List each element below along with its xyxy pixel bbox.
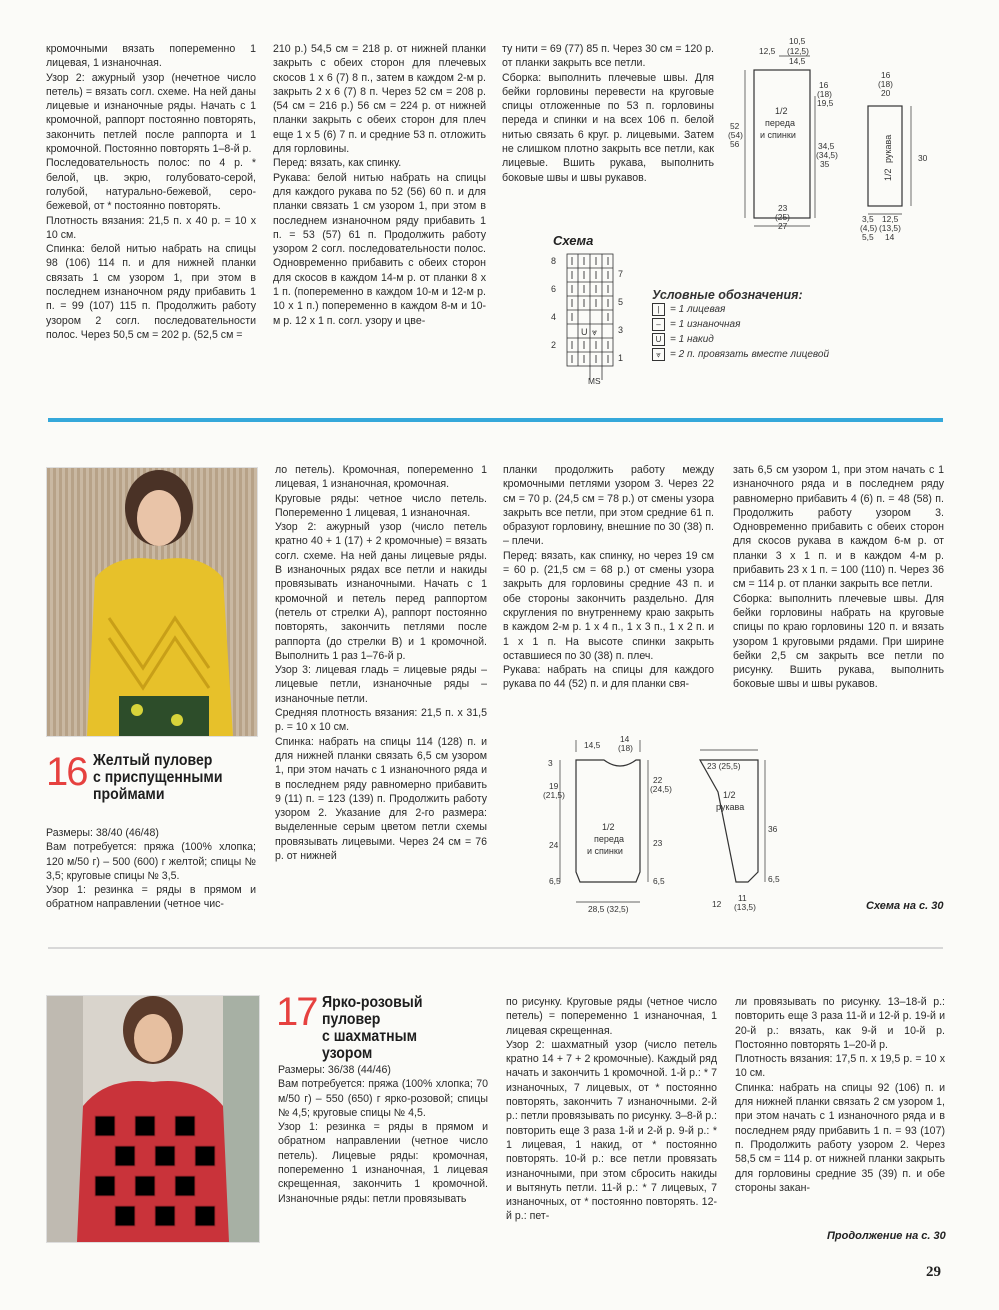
- legend-title: Условные обозначения:: [652, 288, 803, 302]
- s16-pattern-diagram: [540, 732, 790, 917]
- paragraph: Перед: вязать, как спинку.: [273, 157, 402, 170]
- paragraph: Плотность вязания: 17,5 п. х 19,5 р. = 10 х 10 см.: [735, 1053, 945, 1080]
- dim-label: (13,5): [879, 223, 901, 233]
- dim-label: 56: [730, 139, 740, 149]
- dim-label: 12,5: [882, 214, 899, 224]
- paragraph: Размеры: 36/38 (44/46): [278, 1064, 391, 1076]
- paragraph: Спинка: набрать на спицы 114 (128) п. и для нижней планки связать 6,5 см узором 1, при этом начать с 1 изнаночного ряда и в последнем ряду равномерно прибавить 9 (11) п. = 123 (139) п. Продолжить работу узором 2. Указание для 2-го размера: выделенные серым цветом петли схемы провязывать лицевыми. Через 24 см = 76 р. от нижней: [275, 735, 487, 863]
- dim-label: 23: [653, 838, 663, 848]
- paragraph: Узор 2: шахматный узор (число петель кратно 14 + 7 + 2 кромочные). Каждый ряд начать и закончить 1 кромочной. 1-й р.: * 7 изнаночных, 7 лицевых, от * постоянно повторять, закончить 7 изнаночными. 2-й р.: петли провязывать по рисунку. 3–8-й р.: повторить еще 3 раза 1-й и 2-й р. 9-й р.: * 1 лицевая, 1 накид, от * постоянно повторять. 10-й р.: все петли провязать изнаночными, при этом сбросить накиды и вытянуть петли. 11-й р.: * 7 лицевых, 7 изнаночных, от * постоянно повторять. 12-й р.: пет-: [506, 1038, 717, 1223]
- schema-ms-label: MS: [588, 376, 601, 386]
- sleeve-label: рукава: [716, 802, 745, 812]
- s17-col-3: [735, 995, 945, 1195]
- top-col-2: [273, 42, 486, 328]
- row-number: 2: [551, 340, 557, 350]
- paragraph: ту нити = 69 (77) 85 п. Через 30 см = 120 р. от планки закрыть все петли.: [502, 43, 714, 70]
- svg-text:U: U: [581, 327, 588, 337]
- dim-label: 36: [768, 824, 778, 834]
- legend: [652, 288, 862, 362]
- k2tog-symbol-icon: ⩔: [652, 348, 665, 361]
- dim-label: 20: [881, 88, 891, 98]
- schema-title: Схема: [553, 233, 594, 248]
- paragraph: Последовательность полос: по 4 р. * белой, цв. экрю, голубовато-серой, голубой, натурально-бежевой, серо-бежевой, от * постоянно повторять.: [46, 157, 256, 213]
- dim-label: (54): [728, 130, 743, 140]
- dim-label: (24,5): [650, 784, 672, 794]
- dim-label: 14: [885, 232, 895, 242]
- legend-text: = 1 изнаночная: [670, 319, 741, 330]
- top-col-1: [46, 42, 256, 342]
- paragraph: Узор 2: ажурный узор (нечетное число петель) = вязать согл. схеме. На ней даны лицевые и изнаночные ряды. Начать с 1 кромочной, раппорт постоянно повторять, закончить петлей после раппорта и 1 кромочной. Постоянно повторять 1–8-й р.: [46, 71, 256, 156]
- top-col-3: [502, 42, 714, 185]
- purl-symbol-icon: –: [652, 318, 665, 331]
- dim-label: 5,5: [862, 232, 874, 242]
- schema-reference: Схема на с. 30: [866, 900, 944, 912]
- paragraph: Вам потребуется: пряжа (100% хлопка; 70 м/50 г) – 550 (650) г ярко-розовой; спицы № 4,5; круговые спицы № 4,5.: [278, 1078, 488, 1119]
- row-number: 6: [551, 284, 557, 294]
- dim-label: 3,5: [862, 214, 874, 224]
- dim-label: 10,5: [789, 36, 806, 46]
- legend-text: = 2 п. провязать вместе лицевой: [670, 349, 830, 360]
- sleeve-label: 1/2: [723, 790, 736, 800]
- paragraph: Размеры: 38/40 (46/48): [46, 827, 159, 839]
- dim-label: (4,5): [860, 223, 878, 233]
- title-line: с приспущенными: [93, 769, 223, 786]
- paragraph: Сборка: выполнить плечевые швы. Для бейки горловины перевести на круговые спицы отложенные по 53 п. горловины переда и спинки и на всех 106 п. белой нитью связать 6 круг. р. лицевыми. Затем не слишком плотно закрыть все петли, как лицевые. Вшить рукава, выполнить боковые швы и швы рукавов.: [502, 71, 714, 184]
- body-label: и спинки: [760, 130, 796, 140]
- paragraph: Узор 3: лицевая гладь = лицевые ряды – лицевые петли, изнаночные ряды – изнаночные петли.: [275, 664, 487, 705]
- dim-label: 6,5: [653, 876, 665, 886]
- paragraph: планки продолжить работу между кромочными петлями узором 3. Через 22 см = 70 р. (24,5 см = 78 р.) от смены узора закрыть все петли, при этом средние 61 п. образуют горловину, внешние по 30 (38) п. – плечи.: [503, 464, 714, 548]
- pattern-title-16: [93, 752, 222, 803]
- title-line: Желтый пуловер: [93, 752, 213, 769]
- yellow-pullover-photo: [46, 467, 258, 737]
- paragraph: Рукава: белой нитью набрать на спицы для каждого рукава по 52 (56) 60 п. и для планки связать 1 см узором 1, при этом в последнем изнаночном ряду прибавить 1 п. = 53 (57) 61 п. Продолжить работу узором 2 согл. последовательности полос. Одновременно прибавить с обеих сторон для скосов в каждом 14-м р. от планки 8 х 1 п. (попеременно в каждом 10-м и 12-м р. 10 х 1 п.) попеременно в каждом 8-м и 10-м р. 12 х 1 п. согл. узору и цве-: [273, 171, 486, 327]
- body-label: и спинки: [587, 846, 623, 856]
- legend-item: [652, 347, 862, 362]
- dim-label: 35: [820, 159, 830, 169]
- paragraph: кромочными вязать попеременно 1 лицевая, 1 изнаночная.: [46, 43, 256, 70]
- pattern-title-17: [322, 994, 422, 1062]
- paragraph: Рукава: набрать на спицы для каждого рукава по 44 (52) п. и для планки свя-: [503, 664, 714, 691]
- body-label: 1/2: [602, 822, 615, 832]
- stitch-schema: [545, 250, 635, 390]
- dim-label: (13,5): [734, 902, 756, 912]
- section-divider: [48, 418, 943, 422]
- pattern-number-16: 16: [46, 750, 87, 794]
- dim-label: 28,5 (32,5): [588, 904, 629, 914]
- body-label: переда: [594, 834, 624, 844]
- body-label: переда: [765, 118, 795, 128]
- title-line: проймами: [93, 786, 165, 803]
- dim-label: 14: [620, 734, 630, 744]
- dim-label: 6,5: [768, 874, 780, 884]
- dim-label: 16: [819, 80, 829, 90]
- dim-label: (12,5): [787, 46, 809, 56]
- dim-label: 24: [549, 840, 559, 850]
- dim-label: 14,5: [789, 56, 806, 66]
- s16-col-4: [733, 463, 944, 692]
- dim-label: 30: [918, 153, 928, 163]
- paragraph: Плотность вязания: 21,5 п. х 40 р. = 10 х 10 см.: [46, 214, 256, 241]
- pattern-number-17: 17: [276, 990, 317, 1034]
- paragraph: зать 6,5 см узором 1, при этом начать с 1 изнаночного ряда и в последнем ряду равномерно прибавить 4 (6) п. = 48 (58) п. Продолжить работу узором 3. Одновременно прибавить с обеих сторон для скосов рукава в каждом 6-м р. от планки 3 х 1 п. и в каждом 4-м р. прибавить 23 х 1 п. = 100 (110) п. Через 36 см = 114 р. от планки закрыть все петли.: [733, 464, 944, 591]
- paragraph: Узор 1: резинка = ряды в прямом и обратном направлении (четное число петель). Лицевые ряды: кромочная, попеременно 1 изнаночная, 1 лицевая скрещенная, закончить 1 кромочной. Изнаночные ряды: петли провязывать: [278, 1121, 488, 1205]
- dim-label: 19,5: [817, 98, 834, 108]
- dim-label: (34,5): [816, 150, 838, 160]
- paragraph: Узор 2: ажурный узор (число петель кратно 40 + 1 (17) + 2 кромочные) = вязать согл. схеме. На ней даны лицевые ряды. В изнаночных рядах все петли и накиды провязывать изнаночными. Начать с 1 кромочной и петель перед раппортом (петель от стрелки А), раппорт постоянно повторять, закончить петлями после раппорта (до стрелки В) и 1 кромочной. Выполнить 1 раз 1–76-й р.: [275, 521, 487, 662]
- paragraph: ли провязывать по рисунку. 13–18-й р.: повторить еще 3 раза 11-й и 12-й р. 19-й и 20-й р.: вязать, как 9-й и 10-й р. Постоянно повторять 1–20-й р.: [735, 996, 945, 1051]
- s17-col-2: [506, 995, 717, 1224]
- dim-label: (18): [817, 89, 832, 99]
- body-label: 1/2: [775, 106, 788, 116]
- dim-label: 23 (25,5): [707, 761, 741, 771]
- paragraph: Перед: вязать, как спинку, но через 19 см = 60 р. (21,5 см = 68 р.) от смены узора закрыть для горловины средние 43 п. и обе стороны закончить раздельно. Для скругления по внутреннему краю закрыть в каждом 2-м р. 1 х 4 п., 1 х 3 п., 1 х 2 п. и 1 х 1 п. На высоте спинки закрыть оставшиеся по 30 (38) п. плеч.: [503, 549, 714, 662]
- s16-col-2: [275, 463, 487, 863]
- page-number: 29: [926, 1264, 941, 1280]
- legend-item: [652, 332, 862, 347]
- title-line: с шахматным: [322, 1028, 418, 1045]
- title-line: узором: [322, 1045, 373, 1062]
- knit-symbol-icon: |: [652, 303, 665, 316]
- dim-label: 16: [881, 70, 891, 80]
- dim-label: 11: [738, 893, 747, 903]
- row-number: 7: [618, 269, 624, 279]
- row-number: 8: [551, 256, 557, 266]
- paragraph: Круговые ряды: четное число петель. Попеременно 1 лицевая, 1 изнаночная.: [275, 492, 487, 519]
- dim-label: 34,5: [818, 141, 835, 151]
- dim-label: 14,5: [584, 740, 601, 750]
- pink-pullover-photo: [46, 995, 260, 1243]
- legend-text: = 1 лицевая: [670, 304, 726, 315]
- paragraph: Узор 1: резинка = ряды в прямом и обратном направлении (четное чис-: [46, 884, 256, 911]
- section-divider: [48, 947, 943, 949]
- dim-label: (21,5): [543, 790, 565, 800]
- dim-label: 19: [549, 781, 559, 791]
- legend-item: [652, 317, 862, 332]
- dim-label: 27: [778, 221, 788, 231]
- legend-item: [652, 302, 862, 317]
- dim-label: 23: [778, 203, 788, 213]
- dim-label: 22: [653, 775, 663, 785]
- paragraph: Спинка: набрать на спицы 92 (106) п. и для нижней планки связать 2 см узором 1, при этом начать с 1 изнаночного ряда и в последнем ряду прибавить 1 п. = 93 (107) п. Продолжить работу узором 2. Через 58,5 см = 114 р. от нижней планки закрыть для горловины средние 35 (39) п. и обе стороны закан-: [735, 1081, 945, 1194]
- title-line: Ярко-розовый: [322, 994, 423, 1011]
- row-number: 4: [551, 312, 557, 322]
- dim-label: (18): [878, 79, 893, 89]
- row-number: 3: [618, 325, 624, 335]
- dim-label: 12,5: [759, 46, 776, 56]
- sleeve-label: 1/2: [883, 168, 893, 181]
- s17-col-1: [278, 1063, 488, 1206]
- dim-label: 12: [712, 899, 722, 909]
- paragraph: ло петель). Кромочная, попеременно 1 лицевая, 1 изнаночная, кромочная.: [275, 464, 487, 491]
- yarn-over-symbol-icon: U: [652, 333, 665, 346]
- dim-label: 52: [730, 121, 740, 131]
- s16-col-3: [503, 463, 714, 692]
- top-pattern-diagram: [725, 36, 950, 246]
- paragraph: по рисунку. Круговые ряды (четное число петель) = попеременно 1 изнаночная, 1 лицевая скрещенная.: [506, 996, 717, 1037]
- row-number: 1: [618, 353, 624, 363]
- paragraph: Средняя плотность вязания: 21,5 п. х 31,5 р. = 10 х 10 см.: [275, 707, 487, 734]
- dim-label: (25): [775, 212, 790, 222]
- title-line: пуловер: [322, 1011, 381, 1028]
- paragraph: Спинка: белой нитью набрать на спицы 98 (106) 114 п. и для нижней планки связать 1 см узором 1, при этом в последнем изнаночном ряду прибавить 1 п. = 99 (107) 115 п. Продолжить работу узором 2 согл. последовательности полос. Через 50,5 см = 202 р. (52,5 см =: [46, 243, 256, 341]
- continuation-reference: Продолжение на с. 30: [827, 1230, 946, 1242]
- legend-text: = 1 накид: [670, 334, 714, 345]
- paragraph: Сборка: выполнить плечевые швы. Для бейки горловины набрать на круговые спицы по краю горловины 120 п. и вязать узором 1 круговыми рядами. При ширине бейки 2,5 см закрыть все петли по рисунку. Вшить рукава, выполнить боковые швы и швы рукавов.: [733, 592, 944, 691]
- paragraph: Вам потребуется: пряжа (100% хлопка; 120 м/50 г) – 500 (600) г желтой; спицы № 3,5; круговые спицы № 3,5.: [46, 841, 256, 882]
- s16-col-1: [46, 826, 256, 912]
- svg-text:⩔: ⩔: [592, 327, 598, 337]
- dim-label: (18): [618, 743, 633, 753]
- sleeve-label: рукава: [883, 134, 893, 163]
- paragraph: 210 р.) 54,5 см = 218 р. от нижней планки закрыть с обеих сторон для плечевых скосов 1 х 6 (7) 8 п., затем в каждом 2-м р. закрыть 2 х 6 (7) 8 п. Через 52 см = 208 р. (54 см = 216 р.) 56 см = 224 р. от нижней планки закрыть с обеих сторон для плеч еще 1 х 5 (6) 7 п. и средние 53 п. отложить для горловины.: [273, 43, 486, 156]
- dim-label: 6,5: [549, 876, 561, 886]
- row-number: 5: [618, 297, 624, 307]
- dim-label: 3: [548, 758, 553, 768]
